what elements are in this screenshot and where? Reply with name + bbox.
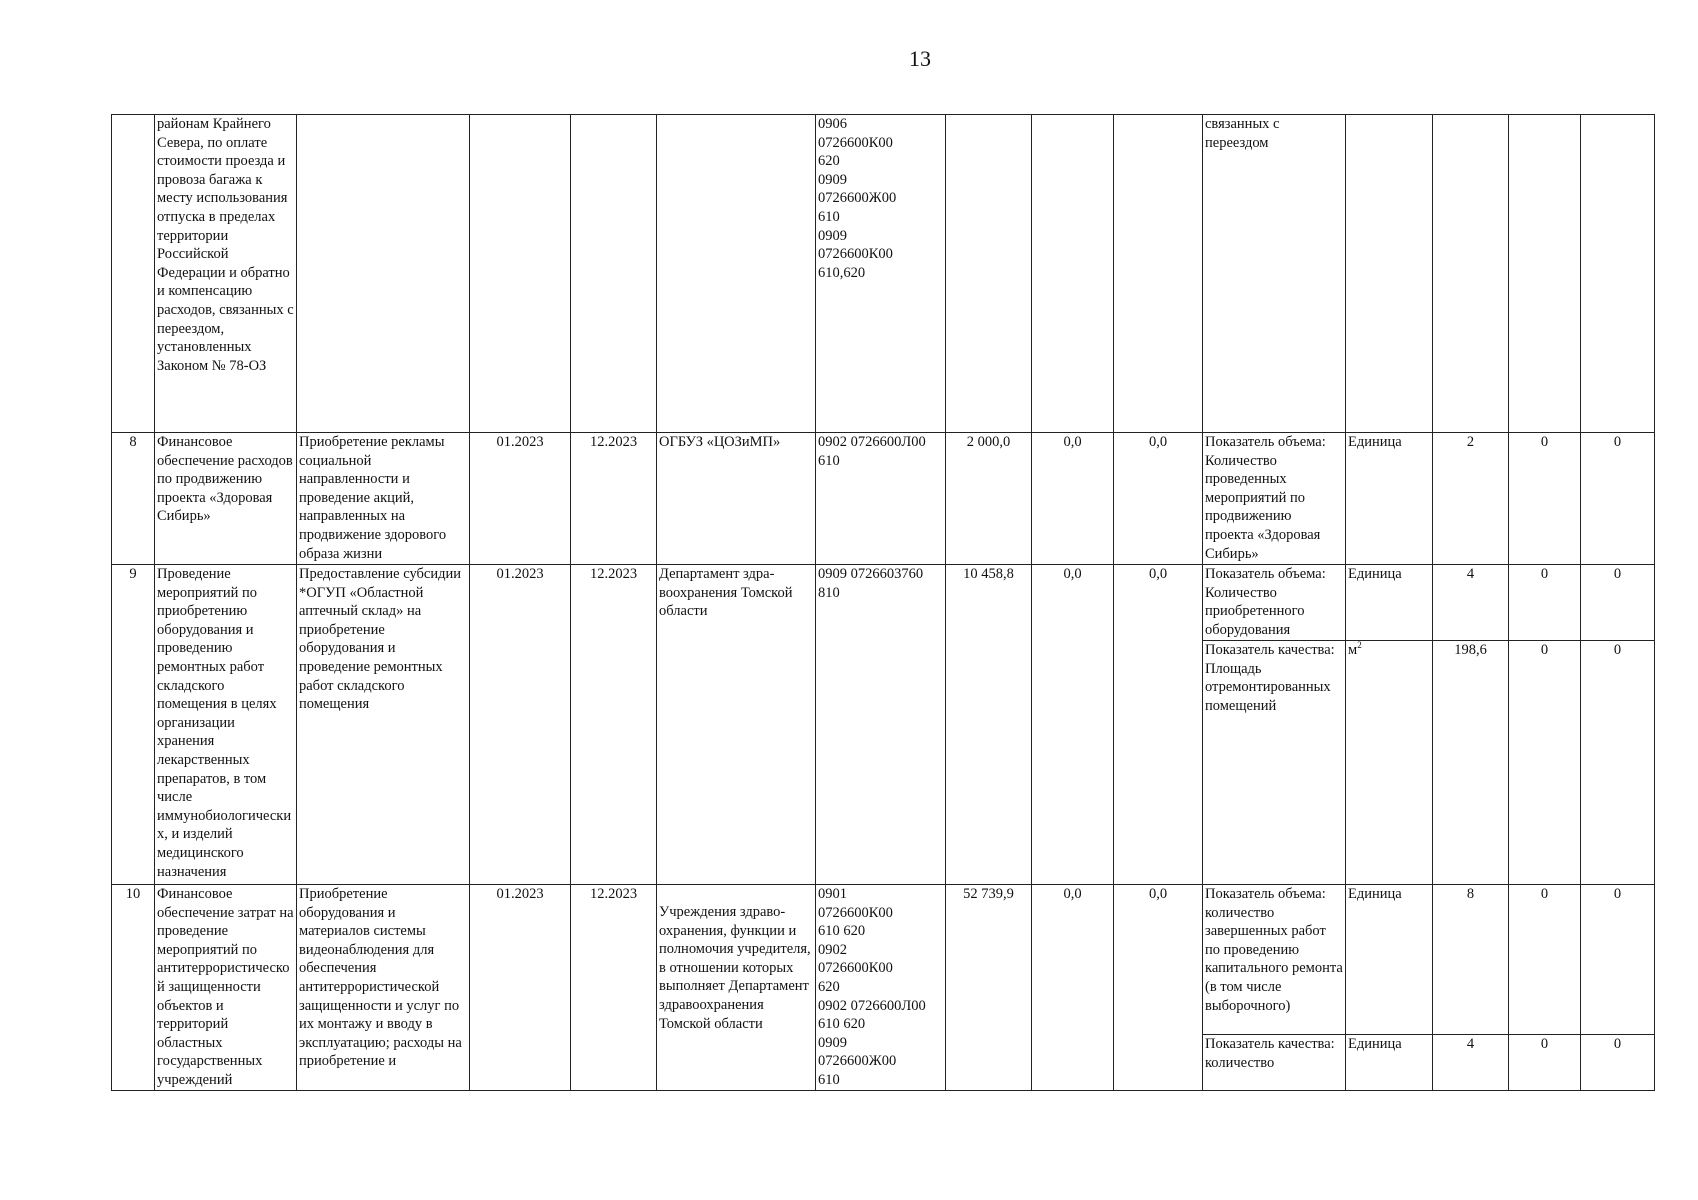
start-date-cell: 01.2023 — [470, 565, 571, 885]
table-row — [112, 433, 1655, 565]
sum-cell: 0,0 — [1032, 433, 1114, 565]
sum-cell: 0,0 — [1032, 565, 1114, 885]
sum-cell — [1032, 115, 1114, 433]
value-cell: 2 — [1433, 433, 1509, 565]
activity-name-cell: Проведение мероприятий по приобретению оборудования и проведению ремонтных работ складского помещения в целях организации хранения лекарственных препаратов, в том числе иммунобиологических, и изделий медицинского назначения — [155, 565, 297, 885]
unit-cell: Единица — [1346, 885, 1433, 1035]
end-date-cell — [571, 115, 657, 433]
sum-cell — [946, 115, 1032, 433]
value-cell: 0 — [1509, 1035, 1581, 1091]
indicator-cell: Показатель объема: Количество проведенных мероприятий по продвижению проекта «Здоровая Сибирь» — [1203, 433, 1346, 565]
start-date-cell: 01.2023 — [470, 433, 571, 565]
unit-cell: Единица — [1346, 1035, 1433, 1091]
table-row — [112, 115, 1655, 433]
indicator-cell: связанных с переездом — [1203, 115, 1346, 433]
page-number: 13 — [909, 46, 931, 71]
value-cell: 0 — [1581, 565, 1655, 641]
sum-cell: 0,0 — [1114, 433, 1203, 565]
value-cell: 0 — [1581, 641, 1655, 885]
kbk-cell: 0901 0726600К00 610 620 0902 0726600К00 620 0902 0726600Л00 610 620 0909 0726600Ж00 610 — [816, 885, 946, 1091]
value-cell: 0 — [1581, 885, 1655, 1035]
action-cell: Предоставление субсидии *ОГУП «Областной аптечный склад» на приобретение оборудования и проведение ремонтных работ складского помещения — [297, 565, 470, 885]
unit-cell — [1346, 115, 1433, 433]
unit-text: м — [1348, 642, 1358, 658]
action-cell — [297, 115, 470, 433]
row-number-cell: 8 — [112, 433, 155, 565]
start-date-cell — [470, 115, 571, 433]
indicator-cell: Показатель качества: количество — [1203, 1035, 1346, 1091]
kbk-cell: 0906 0726600К00 620 0909 0726600Ж00 610 0909 0726600К00 610,620 — [816, 115, 946, 433]
unit-superscript: 2 — [1357, 640, 1362, 651]
value-cell: 8 — [1433, 885, 1509, 1035]
indicator-cell: Показатель объема: количество завершенных работ по проведению капитального ремонта (в том числе выборочного) — [1203, 885, 1346, 1035]
unit-cell: Единица — [1346, 565, 1433, 641]
action-cell: Приобретение оборудования и материалов системы видеонаблюдения для обеспечения антитеррористической защищенности и услуг по их монтажу и вводу в эксплуатацию; расходы на приобретение и — [297, 885, 470, 1091]
action-cell: Приобретение рекламы социальной направленности и проведение акций, направленных на продвижение здорового образа жизни — [297, 433, 470, 565]
unit-cell — [1346, 641, 1433, 885]
indicator-cell: Показатель объема: Количество приобретенного оборудования — [1203, 565, 1346, 641]
activity-name-cell: Финансовое обеспечение расходов по продвижению проекта «Здоровая Сибирь» — [155, 433, 297, 565]
end-date-cell: 12.2023 — [571, 565, 657, 885]
value-cell: 4 — [1433, 1035, 1509, 1091]
value-cell: 0 — [1581, 1035, 1655, 1091]
sum-cell: 10 458,8 — [946, 565, 1032, 885]
indicator-cell: Показатель качества: Площадь отремонтированных помещений — [1203, 641, 1346, 885]
value-cell: 0 — [1581, 433, 1655, 565]
kbk-cell: 0909 0726603760 810 — [816, 565, 946, 885]
table-row — [112, 885, 1655, 1035]
start-date-cell: 01.2023 — [470, 885, 571, 1091]
value-cell — [1581, 115, 1655, 433]
unit-cell: Единица — [1346, 433, 1433, 565]
value-cell: 0 — [1509, 565, 1581, 641]
value-cell: 198,6 — [1433, 641, 1509, 885]
value-cell — [1509, 115, 1581, 433]
sum-cell: 0,0 — [1114, 885, 1203, 1091]
value-cell: 4 — [1433, 565, 1509, 641]
activity-name-cell: Финансовое обеспечение затрат на проведение мероприятий по антитеррористической защищенности объектов и территорий областных государственных учреждений — [155, 885, 297, 1091]
executor-cell: Департамент здра-воохранения Томской области — [657, 565, 816, 885]
value-cell: 0 — [1509, 885, 1581, 1035]
table-row — [112, 565, 1655, 641]
value-cell — [1433, 115, 1509, 433]
value-cell: 0 — [1509, 433, 1581, 565]
executor-cell — [657, 115, 816, 433]
kbk-cell: 0902 0726600Л00 610 — [816, 433, 946, 565]
value-cell: 0 — [1509, 641, 1581, 885]
sum-cell: 52 739,9 — [946, 885, 1032, 1091]
sum-cell: 0,0 — [1032, 885, 1114, 1091]
sum-cell: 2 000,0 — [946, 433, 1032, 565]
row-number-cell: 10 — [112, 885, 155, 1091]
row-number-cell: 9 — [112, 565, 155, 885]
sum-cell: 0,0 — [1114, 565, 1203, 885]
program-activities-table — [111, 114, 1655, 1091]
end-date-cell: 12.2023 — [571, 433, 657, 565]
activity-name-cell: районам Крайнего Севера, по оплате стоимости проезда и провоза багажа к месту использования отпуска в пределах территории Российской Федерации и обратно и компенсацию расходов, связанных с переездом, установленных Законом № 78-ОЗ — [155, 115, 297, 433]
row-number-cell — [112, 115, 155, 433]
sum-cell — [1114, 115, 1203, 433]
end-date-cell: 12.2023 — [571, 885, 657, 1091]
executor-cell: ОГБУЗ «ЦОЗиМП» — [657, 433, 816, 565]
executor-cell: Учреждения здраво-охранения, функции и полномочия учредителя, в отношении которых выполняет Департамент здравоохранения Томской области — [657, 885, 816, 1091]
